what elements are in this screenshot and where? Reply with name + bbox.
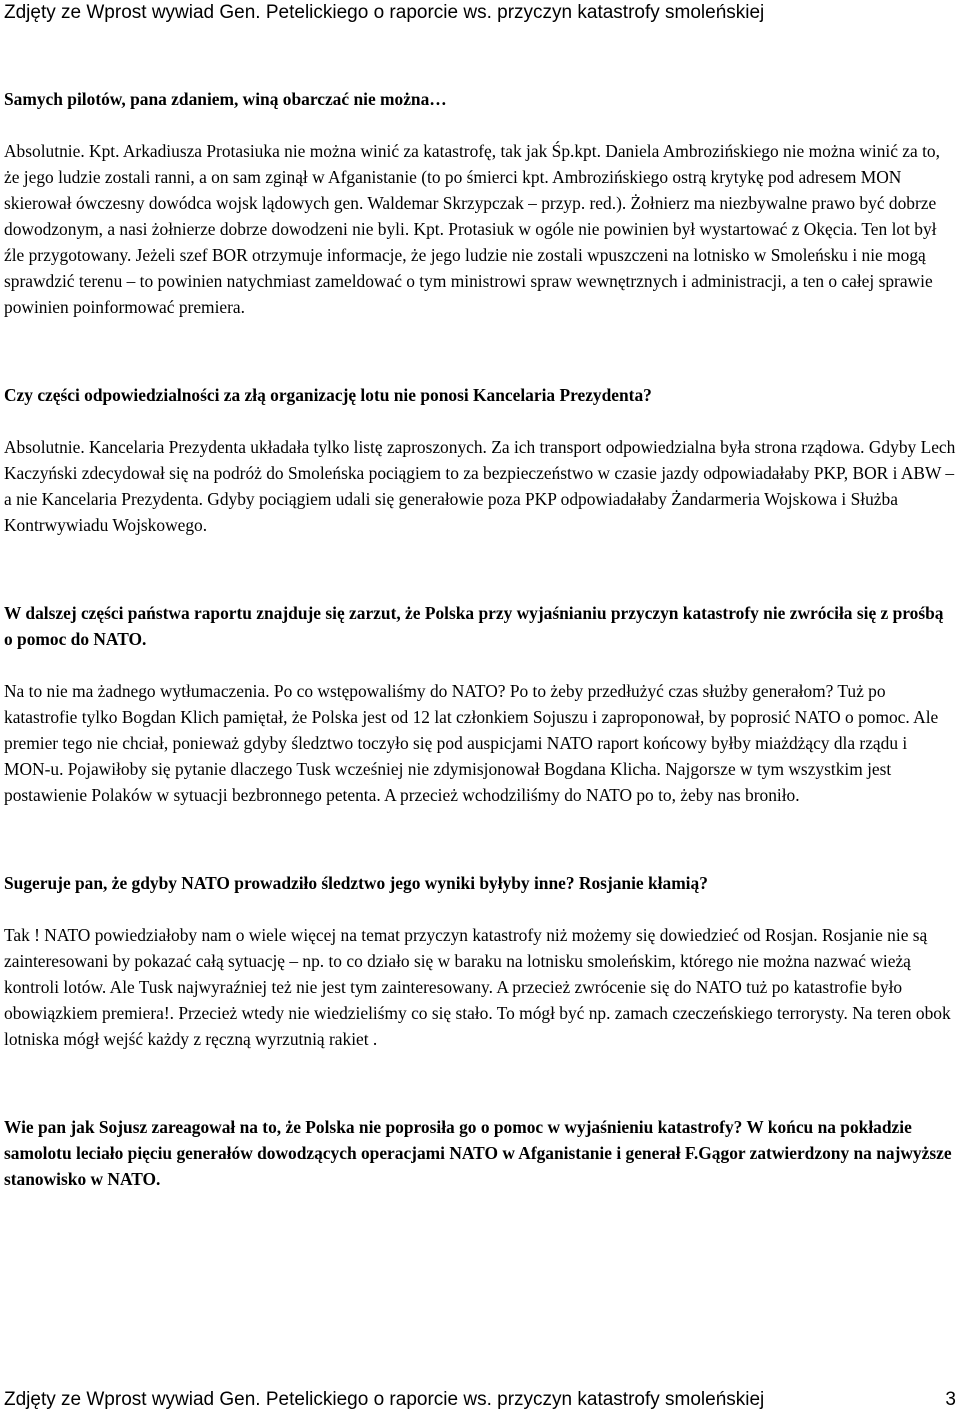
question-3: W dalszej części państwa raportu znajduje się zarzut, że Polska przy wyjaśnianiu przyczyn katastrofy nie zwróciła się z prośbą o pomoc do NATO. [4, 603, 944, 649]
answer-3: Na to nie ma żadnego wytłumaczenia. Po co wstępowaliśmy do NATO? Po to żeby przedłużyć czas służby generałom? Tuż po katastrofie tylko Bogdan Klich pamiętał, że Polska jest od 12 lat członkiem Sojuszu i zaproponował, by poprosić NATO o pomoc. Ale premier tego nie chciał, ponieważ gdyby śledztwo toczyło się pod auspicjami NATO raport końcowy byłby miażdżący dla rządu i MON-u. Pojawiłoby się pytanie dlaczego Tusk wcześniej nie zdymisjonował Bogdana Klicha. Najgorsze w tym wszystkim jest postawienie Polaków w sytuacji bezbronnego petenta. A przecież wchodziliśmy do NATO po to, żeby nas broniło. [4, 681, 939, 805]
question-4: Sugeruje pan, że gdyby NATO prowadziło śledztwo jego wyniki byłyby inne? Rosjanie kłamią? [4, 873, 708, 893]
question-2: Czy części odpowiedzialności za złą organizację lotu nie ponosi Kancelaria Prezydenta? [4, 385, 652, 405]
qa-section-3 [4, 600, 956, 808]
answer-4: Tak ! NATO powiedziałoby nam o wiele więcej na temat przyczyn katastrofy niż możemy się dowiedzieć od Rosjan. Rosjanie nie są zainteresowani by pokazać całą sytuację – np. to co działo się w baraku na lotnisku smoleńskim, którego nie można nazwać wieżą kontroli lotów. Ale Tusk najwyraźniej też nie jest tym zainteresowany. A przecież zwrócenie się do NATO tuż po katastrofie było obowiązkiem premiera!. Przecież wtedy nie wiedzieliśmy co się stało. To mógł być np. zamach czeczeńskiego terrorysty. Na teren obok lotniska mógł wejść każdy z ręczną wyrzutnią rakiet . [4, 925, 951, 1049]
answer-2: Absolutnie. Kancelaria Prezydenta układała tylko listę zaproszonych. Za ich transport odpowiedzialna była strona rządowa. Gdyby Lech Kaczyński zdecydował się na podróż do Smoleńska pociągiem to za bezpieczeństwo w czasie jazdy odpowiadałaby PKP, BOR i ABW – a nie Kancelaria Prezydenta. Gdyby pociągiem udali się generałowie poza PKP odpowiadałaby Żandarmeria Wojskowa i Służba Kontrwywiadu Wojskowego. [4, 437, 956, 535]
qa-section-5 [4, 1114, 956, 1192]
qa-section-1 [4, 86, 956, 320]
footer-title: Zdjęty ze Wprost wywiad Gen. Petelickiego o raporcie ws. przyczyn katastrofy smoleńskiej [4, 1389, 765, 1410]
qa-section-2 [4, 382, 956, 538]
page-footer [4, 1389, 956, 1411]
question-1: Samych pilotów, pana zdaniem, winą obarczać nie można… [4, 89, 447, 109]
article-body [4, 86, 956, 1192]
page-number: 3 [945, 1389, 956, 1410]
question-5: Wie pan jak Sojusz zareagował na to, że Polska nie poprosiła go o pomoc w wyjaśnieniu katastrofy? W końcu na pokładzie samolotu leciało pięciu generałów dowodzących operacjami NATO w Afganistanie i generał F.Gągor zatwierdzony na najwyższe stanowisko w NATO. [4, 1117, 952, 1189]
qa-section-4 [4, 870, 956, 1052]
header-title: Zdjęty ze Wprost wywiad Gen. Petelickiego o raporcie ws. przyczyn katastrofy smoleńskiej [4, 2, 765, 23]
answer-1: Absolutnie. Kpt. Arkadiusza Protasiuka nie można winić za katastrofę, tak jak Śp.kpt. Daniela Ambrozińskiego nie można winić za to, że jego ludzie zostali ranni, a on sam zginął w Afganistanie (to po śmierci kpt. Ambrozińskiego ostrą krytykę pod adresem MON skierował ówczesny dowódca wojsk lądowych gen. Waldemar Skrzypczak – przyp. red.). Żołnierz ma niezbywalne prawo być dobrze dowodzonym, a nasi żołnierze dobrze dowodzeni nie byli. Kpt. Protasiuk w ogóle nie powinien był wystartować z Okęcia. Ten lot był źle przygotowany. Jeżeli szef BOR otrzymuje informacje, że jego ludzie nie zostali wpuszczeni na lotnisko w Smoleńsku i nie mogą sprawdzić terenu – to powinien natychmiast zameldować o tym ministrowi spraw wewnętrznych i administracji, a ten o całej sprawie powinien poinformować premiera. [4, 141, 940, 317]
page-header [4, 2, 764, 24]
